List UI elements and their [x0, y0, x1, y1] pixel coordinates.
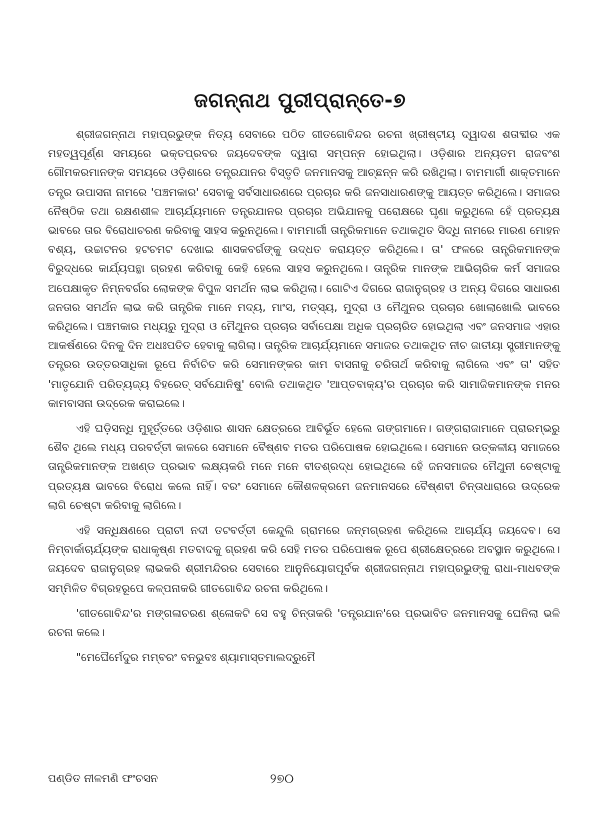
- paragraph: 'ଗୀତଗୋବିନ୍ଦ'ର ମଙ୍ଗଳାଚରଣ ଶ୍ଳୋକଟି ସେ ବହୁ ଚିନ୍ତାକରି 'ତନ୍ତ୍ରଯାନ'ରେ ପ୍ରଭାବିତ ଜନମାନସକୁ ଘେନିଲା ଭଳି ରଚନା କଲେ।: [48, 606, 560, 640]
- page-footer: [48, 772, 560, 792]
- page-number: ୨୭୦: [270, 772, 294, 787]
- paragraph: ଏହି ସନ୍ଧିକ୍ଷଣରେ ପ୍ରାଚୀ ନଦୀ ତଟବର୍ତ୍ତୀ କେନ୍ଦୁଲି ଗ୍ରାମରେ ଜନ୍ମଗ୍ରହଣ କରିଥିଲେ ଆଚାର୍ଯ୍ୟ ଜୟଦେବ। ସେ ନିମ୍ବାର୍କାଚାର୍ଯ୍ୟଙ୍କ ରାଧାକୃଷ୍ଣ ମତବାଦକୁ ଗ୍ରହଣ କରି ସେହି ମତର ପରିପୋଷକ ରୂପେ ଶ୍ରୀକ୍ଷେତ୍ରରେ ଅବସ୍ଥାନ କରୁଥିଲେ। ଜୟଦେବ ରାଜାନୁଗ୍ରହ ଲାଭକରି ଶ୍ରୀମନ୍ଦିରର ସେବାରେ ଆନୁନିୟୋଗପୂର୍ବକ ଶ୍ରୀଜଗନ୍ନାଥ ମହାପ୍ରଭୁଙ୍କୁ ରାଧା-ମାଧବଙ୍କ ସମ୍ମିଳିତ ବିଗ୍ରହରୂପେ କଳ୍ପନାକରି ଗୀତଗୋବିନ୍ଦ ରଚନା କରିଥିଲେ।: [48, 524, 560, 595]
- footer-author: ପଣ୍ଡିତ ନୀଳମଣି ଫଂଚସନ: [48, 772, 158, 785]
- paragraph: ଶ୍ରୀଜଗନ୍ନାଥ ମହାପ୍ରଭୁଙ୍କ ନିତ୍ୟ ସେବାରେ ପଠିତ ଗୀତଗୋବିନ୍ଦର ରଚନା ଖ୍ରୀଷ୍ଟୀୟ ଦ୍ୱାଦଶ ଶତାବ୍ଦୀର ଏକ ମହତ୍ୱପୂର୍ଣ୍ଣ ସମୟରେ ଭକ୍ତପ୍ରବର ଜୟଦେବଙ୍କ ଦ୍ୱାରା ସମ୍ପନ୍ନ ହୋଇଥିଲା। ଓଡ଼ିଶାର ଅନ୍ୟତମ ରାଜବଂଶ ଗୌମକରମାନଙ୍କ ସମୟରେ ଓଡ଼ିଶାରେ ତନ୍ତ୍ରଯାନର ବିସ୍ତୃତି ଜନମାନସକୁ ଆଚ୍ଛନ୍ନ କରି ରଖିଥିଲା। ବାମମାର୍ଗୀ ଶାକ୍ତମାନେ ତନ୍ତ୍ର ଉପାସନା ନାମରେ 'ପଞ୍ଚମକାର' ସେବାକୁ ସର୍ବସାଧାରଣରେ ପ୍ରଚାର କରି ଜନସାଧାରଣଙ୍କୁ ଆୟତ୍ତ କରିଥିଲେ। ସମାଜର ନୈଷ୍ଠିକ ତଥା ରକ୍ଷଣଶୀଳ ଆଚାର୍ଯ୍ୟମାନେ ତନ୍ତ୍ରଯାନର ପ୍ରଚାର ଅଭିଯାନକୁ ପରୋକ୍ଷରେ ଘୃଣା କରୁଥିଲେ ହେଁ ପ୍ରତ୍ୟକ୍ଷ ଭାବରେ ତାର ବିରୋଧାଚରଣ କରିବାକୁ ସାହସ କରୁନଥିଲେ। ବାମମାର୍ଗୀ ତାନ୍ତ୍ରିକମାନେ ତଥାକଥିତ ସିଦ୍ଧି ନାମରେ ମାରଣ ମୋହନ ବଶ୍ୟ, ଉଚ୍ଚାଟନର ହଟଚମଟ ଦେଖାଇ ଶାସକବର୍ଗଙ୍କୁ ଉଦ୍ଧତ କରାୟତ୍ତ କରିଥିଲେ। ତା' ଫଳରେ ତାନ୍ତ୍ରିକମାନଙ୍କ ବିରୁଦ୍ଧରେ କାର୍ଯ୍ୟପନ୍ଥା ଗ୍ରହଣ କରିବାକୁ କେହି ହେଲେ ସାହସ କରୁନଥିଲେ। ତାନ୍ତ୍ରିକ ମାନଙ୍କ ଆଭିଚାରିକ କର୍ମ ସମାଜର ଅପେକ୍ଷାକୃତ ନିମ୍ନବର୍ଗର ଲୋକଙ୍କ ବିପୁଳ ସମର୍ଥନ ଲାଭ କରିଥିଲା। ଗୋଟିଏ ଦିଗରେ ରାଜାନୁଗ୍ରହ ଓ ଅନ୍ୟ ଦିଗରେ ସାଧାରଣ ଜନତାର ସମର୍ଥନ ଲାଭ କରି ତାନ୍ତ୍ରିକ ମାନେ ମଦ୍ୟ, ମାଂସ, ମତ୍ସ୍ୟ, ମୁଦ୍ରା ଓ ମୈଥୁନର ପ୍ରଚାର ଖୋଲାଖୋଲି ଭାବରେ କରିଥିଲେ। ପଞ୍ଚମକାର ମଧ୍ୟରୁ ମୁଦ୍ରା ଓ ମୈଥୁନର ପ୍ରଚାର ସର୍ବାପେକ୍ଷା ଅଧିକ ପ୍ରଚାରିତ ହୋଇଥିଲା ଏବଂ ଜନସମାଜ ଏହାର ଆକର୍ଷଣରେ ଦିନକୁ ଦିନ ଅଧଃପତିତ ହେବାକୁ ଲାଗିଲା। ତାନ୍ତ୍ରିକ ଆଚାର୍ଯ୍ୟମାନେ ସମାଜର ତଥାକଥିତ ନୀଚ ଜାତୀୟା ସ୍ତ୍ରୀମାନଙ୍କୁ ତନ୍ତ୍ରର ଉତ୍ତରସାଧିକା ରୂପେ ନିର୍ବାଚିତ କରି ସେମାନଙ୍କର କାମ ବାସନାକୁ ଚରିତାର୍ଥ କରିବାକୁ ଲାଗିଲେ ଏବଂ ତା' ସହିତ 'ମାତୃଯୋନି ପରିତ୍ୟଜ୍ୟ ବିହରେତ୍ ସର୍ବଯୋନିଷୁ' ବୋଲି ତଥାକଥିତ 'ଆପ୍ତବାକ୍ୟ'ର ପ୍ରଚାର କରି ସାମାଜିକମାନଙ୍କ ମନର କାମବାସନା ଉଦ୍ରେକ କରାଇଲେ।: [48, 128, 560, 410]
- paragraph: ଏହି ଘଡ଼ିସନ୍ଧି ମୁହୂର୍ତ୍ତରେ ଓଡ଼ିଶାର ଶାସନ କ୍ଷେତ୍ରରେ ଆବିର୍ଭୂତ ହେଲେ ଗଙ୍ଗମାନେ। ଗଙ୍ଗରାଜାମାନେ ପ୍ରାରମ୍ଭରୁ ଶୈବ ଥିଲେ ମଧ୍ୟ ପରବର୍ତ୍ତୀ କାଳରେ ସେମାନେ ବୈଷ୍ଣବ ମତର ପରିପୋଷକ ହୋଇଥିଲେ। ସେମାନେ ଉତ୍କଳୀୟ ସମାଜରେ ତାନ୍ତ୍ରିକମାନଙ୍କ ଅଖଣ୍ଡ ପ୍ରଭାବ ଲକ୍ଷ୍ୟକରି ମନେ ମନେ ବୀତଶ୍ରଦ୍ଧ ହୋଇଥିଲେ ହେଁ ଜନସମାଜର ମୈଥୁନୀ ଚେଷ୍ଟାକୁ ପ୍ରତ୍ୟକ୍ଷ ଭାବରେ ବିରୋଧ କଲେ ନାହିଁ। ବରଂ ସେମାନେ କୌଶଳକ୍ରମେ ଜନମାନସରେ ବୈଷ୍ଣବୀ ଚିନ୍ତାଧାରାରେ ଉଦ୍ରେକ ଲାଗି ଚେଷ୍ଟା କରିବାକୁ ଲାଗିଲେ।: [48, 422, 560, 512]
- page-title: ଜଗନ୍ନାଥ ପୁରୀପ୍ରାନ୍ତେ-୭: [194, 88, 406, 112]
- verse-line: "ମେଘୈର୍ମେଦୁର ମମ୍ବରଂ ବନଭୁବଃ ଶ୍ୟାମାସ୍ତମାଲଦ୍ରୁମୈ: [76, 651, 316, 665]
- document-body: [48, 125, 560, 673]
